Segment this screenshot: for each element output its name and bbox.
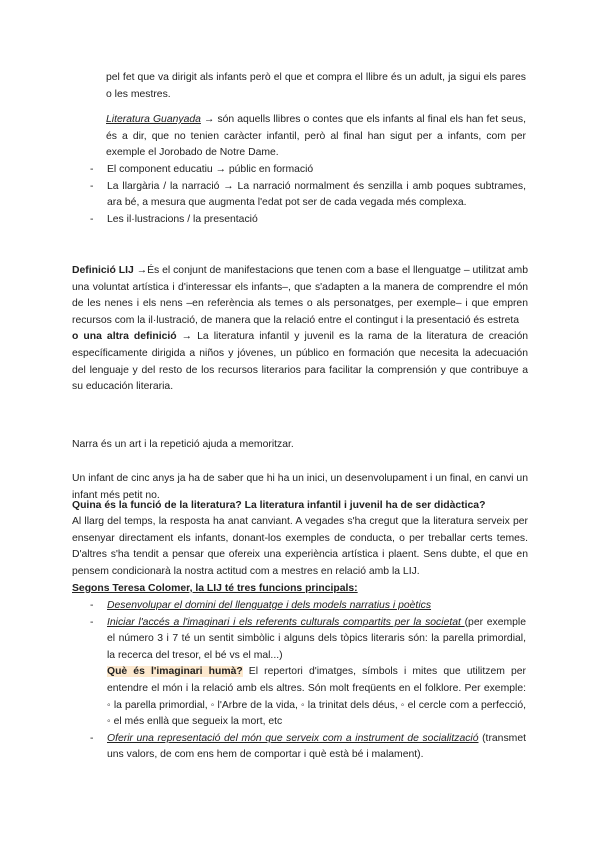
narra-paragraph: Narra és un art i la repetició ajuda a memoritzar. xyxy=(72,439,294,450)
list-item: - El component educatiu → públic en formació xyxy=(90,162,526,179)
definition-alt-text: → La literatura infantil y juvenil es la rama de la literatura de creación específicamente dirigida a niños y jóvenes, un público en formación que necesita la adecuación del lenguaje y del resto de los recursos literarios para facilitar la comprensión y que contribuye a su educación literaria. xyxy=(72,331,528,393)
literatura-guanyada-term: Literatura Guanyada xyxy=(106,114,201,125)
definition-lij-label: Definició LIJ xyxy=(72,265,134,276)
colomer-heading: Segons Teresa Colomer, la LIJ té tres funcions principals: xyxy=(72,583,358,594)
imaginari-answer: El repertori d'imatges, símbols i mites que utilitzem per entendre el món i la relació amb els altres. Són molt freqüents en el folklore. Per exemple: ◦ la parella primordial, ◦ l'Arbre de la vida, ◦ la trinitat dels déus, ◦ el cercle com a perfecció, ◦ el més enllà que segueix la mort, etc xyxy=(107,666,526,728)
definition-alt-label: o una altra definició xyxy=(72,331,177,343)
functions-list xyxy=(90,598,526,764)
imaginari-question: Què és l'imaginari humà? xyxy=(107,666,243,678)
infant-paragraph: Un infant de cinc anys ja ha de saber que hi ha un inici, un desenvolupament i un final, en canvi un infant més petit no. xyxy=(72,473,528,501)
question-body: Al llarg del temps, la resposta ha anat canviant. A vegades s'ha cregut que la literatura serveix per ensenyar directament els infants, donant-los exemples de conducta, o per treballar certs temes. D'altres s'ha tendit a pensar que ofereix una experiència artística i plaent. Sens dubte, el que en pensem condicionarà la nostra actitud com a mestres en relació amb la LIJ. xyxy=(72,516,528,577)
list-item: - Les il·lustracions / la presentació xyxy=(90,212,526,229)
question-heading: Quina és la funció de la literatura? La literatura infantil i juvenil ha de ser didàctica? xyxy=(72,500,486,511)
definition-lij xyxy=(72,263,528,329)
function-item xyxy=(90,731,526,764)
function-2-title: Iniciar l'accés a l'imaginari i els referents culturals compartits per la societat xyxy=(107,616,465,628)
definitions-block xyxy=(72,263,528,396)
function-item xyxy=(90,615,526,731)
definition-lij-text: →És el conjunt de manifestacions que tenen com a base el llenguatge – utilitzat amb una voluntat artística i d'interessar els infants–, que s'adapten a la manera de comprendre el món de les nenes i els nens –en referència als temes o als personatges, per exemple– i que empren recursos com la il·lustració, de manera que la relació entre el contingut i la presentació és estreta xyxy=(72,265,528,326)
function-3-text: (transmet uns valors, de com ens hem de comportar i què està bé i malament). xyxy=(107,732,526,761)
list-item: - La llargària / la narració → La narració normalment és senzilla i amb poques subtrames, ara bé, a mesura que augmenta l'edat pot ser de cada vegada més complexa. xyxy=(90,179,526,212)
features-list xyxy=(90,162,526,228)
definition-alt xyxy=(72,329,528,395)
function-3-title: Oferir una representació del món que serveix com a instrument de socialització xyxy=(107,732,479,744)
literatura-guanyada-paragraph xyxy=(106,112,526,162)
function-2-text: (per exemple el número 3 i 7 té un sentit simbòlic i alguns dels tòpics literaris són: la parella primordial, la recerca del tresor, el bé vs el mal...) xyxy=(107,616,527,661)
function-item xyxy=(90,598,526,615)
literatura-guanyada-text: → són aquells llibres o contes que els infants al final els han fet seus, és a dir, que no tenien caràcter infantil, però al final han sigut per a infants, com per exemple el Jorobado de Notre Dame. xyxy=(106,114,526,159)
intro-paragraph: pel fet que va dirigit als infants però el que et compra el llibre és un adult, ja sigui els pares o les mestres. xyxy=(106,72,526,100)
function-1-title: Desenvolupar el domini del llenguatge i dels models narratius i poètics xyxy=(107,600,432,611)
